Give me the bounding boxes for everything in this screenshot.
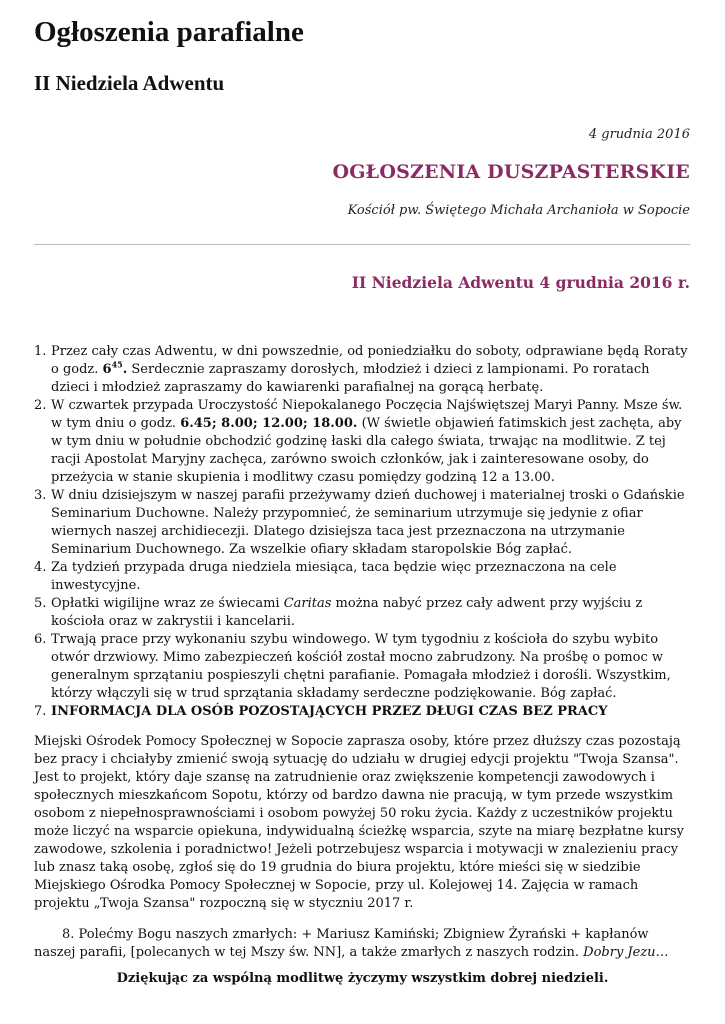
announcements-list xyxy=(34,343,692,721)
item-number: 6. xyxy=(34,632,47,647)
list-item xyxy=(34,343,692,397)
bulletin-heading: OGŁOSZENIA DUSZPASTERSKIE xyxy=(332,161,690,183)
prayer-phrase: Dobry Jezu… xyxy=(583,945,669,960)
deceased-notice xyxy=(34,926,692,962)
church-name: Kościół pw. Świętego Michała Archanioła w Sopocie xyxy=(347,203,690,218)
item-text: Trwają prace przy wykonaniu szybu windowego. W tym tygodniu z kościoła do szybu wybito otwór drzwiowy. Mimo zabezpieczeń kościół został mocno zabrudzony. Na prośbę o pomoc w generalnym sprzątaniu pospieszyli chętni parafianie. Pomagała młodzież i dorośli. Wszystkim, którzy włączyli się w trud sprzątania składamy serdeczne podziękowanie. Bóg zapłać. xyxy=(51,632,671,701)
bulletin-date: 4 grudnia 2016 xyxy=(588,127,690,142)
page-subtitle: II Niedziela Adwentu xyxy=(34,71,225,95)
mass-times: 6.45; 8.00; 12.00; 18.00. xyxy=(180,416,358,431)
item-number: 2. xyxy=(34,398,47,413)
sunday-date-line: II Niedziela Adwentu 4 grudnia 2016 r. xyxy=(351,273,690,292)
item-number: 7. xyxy=(34,704,47,719)
list-item xyxy=(34,487,692,559)
list-item xyxy=(34,397,692,487)
list-item xyxy=(34,559,692,595)
list-item xyxy=(34,631,692,703)
item-text: Serdecznie zapraszamy dorosłych, młodzież i dzieci z lampionami. Po roratach dzieci i młodzież zapraszamy do kawiarenki parafialnej na gorącą herbatę. xyxy=(51,362,650,395)
list-item xyxy=(34,595,692,631)
roraty-time: $6^{45}$. xyxy=(102,359,128,377)
item-number: 4. xyxy=(34,560,47,575)
item-text: (W świetle objawień fatimskich jest zachęta, aby w tym dniu w południe obchodzić godzinę łaski dla całego świata, trwając na modlitwie. Z tej racji Apostolat Maryjny zachęca, zarówno swoich członków, jak i zainteresowane osoby, do przeżycia w stanie skupienia i modlitwy czasu pomiędzy godziną 12 a 13.00. xyxy=(51,416,682,485)
item-text: W czwartek przypada Uroczystość Niepokalanego Poczęcia Najświętszej Maryi Panny. Msze św. w tym dniu o godz. xyxy=(51,398,683,431)
item-text: Opłatki wigilijne wraz ze świecami xyxy=(51,596,284,611)
item-number: 3. xyxy=(34,488,47,503)
item-number: 5. xyxy=(34,596,47,611)
item-text: Przez cały czas Adwentu, w dni powszednie, od poniedziałku do soboty, odprawiane będą Roraty o godz. xyxy=(51,344,688,377)
item-text: W dniu dzisiejszym w naszej parafii przeżywamy dzień duchowej i materialnej troski o Gdańskie Seminarium Duchowne. Należy przypomnieć, że seminarium utrzymuje się jedynie z ofiar wiernych naszej archidiecezji. Dlatego dzisiejsza taca jest przeznaczona na utrzymanie Seminarium Duchownego. Za wszelkie ofiary składam staropolskie Bóg zapłać. xyxy=(51,488,685,557)
info-paragraph: Miejski Ośrodek Pomocy Społecznej w Sopocie zaprasza osoby, które przez dłuższy czas pozostają bez pracy i chciałyby zmienić swoją sytuację do udziału w drugiej edycji projektu "Twoja Szansa". Jest to projekt, który daje szansę na zatrudnienie oraz zwiększenie kompetencji zawodowych i społecznych mieszkańcom Sopotu, którzy od bardzo dawna nie pracują, w tym przede wszystkim osobom z niepełnosprawnościami i osobom powyżej 50 roku życia. Każdy z uczestników projektu może liczyć na wsparcie opiekuna, indywidualną ścieżkę wsparcia, szyte na miarę bezpłatne kursy zawodowe, szkolenia i poradnictwo! Jeżeli potrzebujesz wsparcia i motywacji w znalezieniu pracy lub znasz taką osobę, zgłoś się do 19 grudnia do biura projektu, które mieści się w siedzibie Miejskiego Ośrodka Pomocy Społecznej w Sopocie, przy ul. Kolejowej 14. Zajęcia w ramach projektu „Twoja Szansa" rozpoczną się w styczniu 2017 r. xyxy=(34,734,685,911)
list-item xyxy=(34,703,692,721)
announcements-body xyxy=(34,343,692,962)
info-heading: INFORMACJA DLA OSÓB POZOSTAJĄCYCH PRZEZ DŁUGI CZAS BEZ PRACY xyxy=(51,704,608,719)
item-text: Za tydzień przypada druga niedziela miesiąca, taca będzie więc przeznaczona na cele inwestycyjne. xyxy=(51,560,617,593)
item-text: 8. Polećmy Bogu naszych zmarłych: + Mariusz Kamiński; Zbigniew Żyrański + kapłanów naszej parafii, [polecanych w tej Mszy św. NN], a także zmarłych z naszych rodzin. xyxy=(34,927,649,960)
caritas-label: Caritas xyxy=(283,596,332,611)
divider xyxy=(34,244,690,245)
item-text: można nabyć przez cały adwent przy wyjściu z kościoła oraz w zakrystii i kancelarii. xyxy=(51,596,643,629)
item-number: 1. xyxy=(34,344,47,359)
page-title: Ogłoszenia parafialne xyxy=(34,16,304,48)
closing-message: Dziękując za wspólną modlitwę życzymy wszystkim dobrej niedzieli. xyxy=(116,971,609,986)
